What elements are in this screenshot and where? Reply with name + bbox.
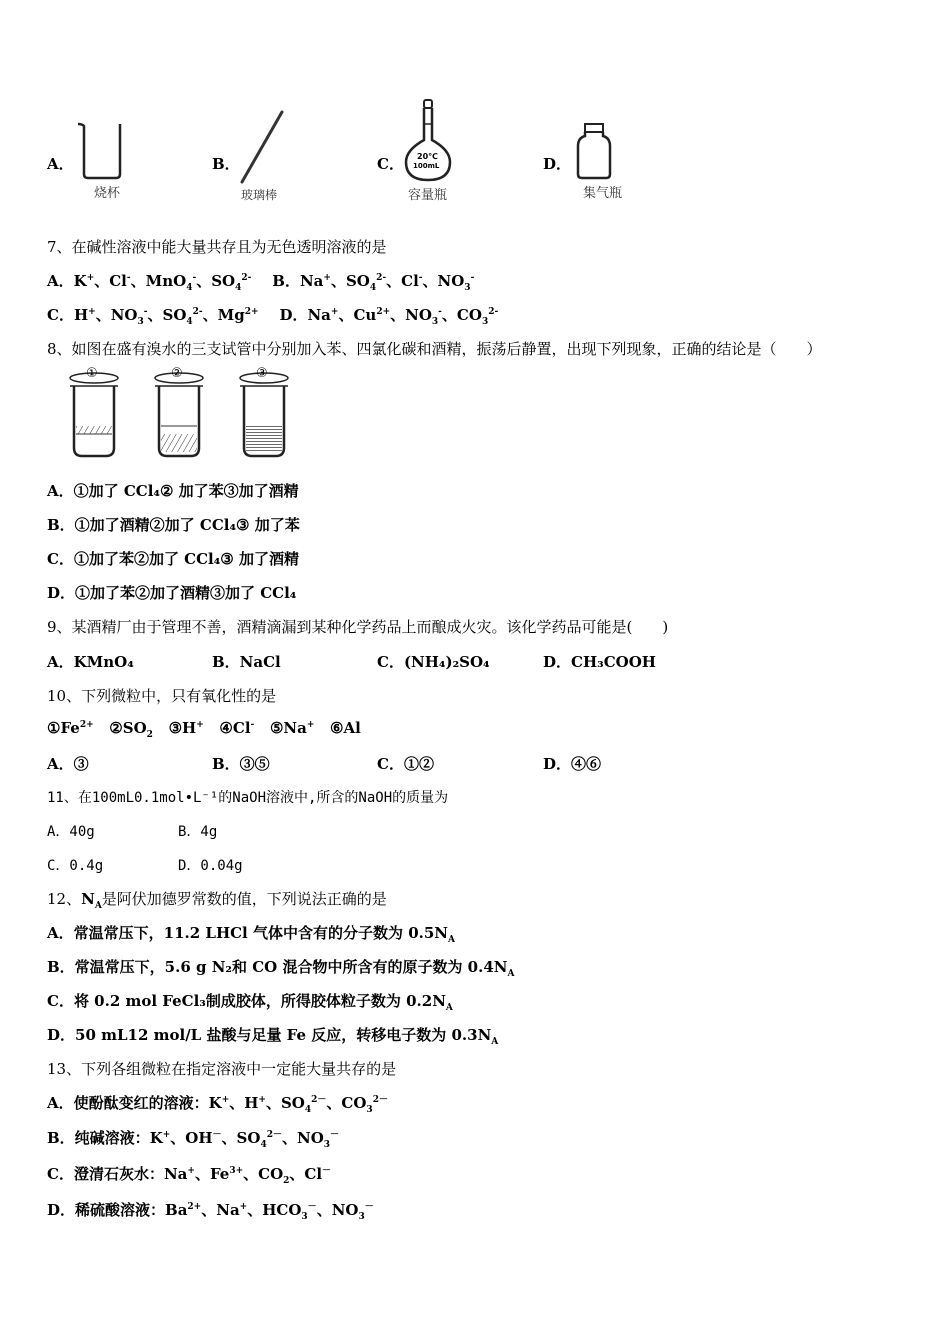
q13-a-prefix: A．使酚酞变红的溶液： [47, 1094, 209, 1112]
q10-particles: $①Fe^{2+}$ $②SO_2$ ③H+ ④Cl- ⑤Na+ ⑥Al [47, 719, 361, 740]
q13-d-prefix: D．稀硫酸溶液： [47, 1201, 166, 1219]
tube-label-1: ① [86, 366, 98, 381]
q7-c-label: C． [47, 306, 74, 324]
caption-glass-rod: 玻璃棒 [241, 188, 278, 202]
q13-option-a: A．使酚酞变红的溶液：K+、H+、$SO_4^{2-}$、$CO_3^{2-}$ [47, 1094, 388, 1115]
test-tubes-figure [64, 368, 300, 460]
caption-volumetric-flask: 容量瓶 [408, 188, 448, 203]
q13-option-b: B．纯碱溶液：K+、OH－、$SO_4^{2-}$、$NO_3^-$ [47, 1129, 340, 1150]
q11-option-b: B．4g [178, 824, 218, 840]
gas-jar-icon [574, 120, 614, 182]
tube-label-2: ② [171, 366, 183, 381]
q10-option-d: D．④⑥ [543, 755, 602, 773]
q12-option-b-text: B．常温常压下，5.6 g N₂和 CO 混合物中所含有的原子数为 0.4 [47, 958, 494, 976]
q13-c-prefix: C．澄清石灰水： [47, 1165, 164, 1183]
q7-b-label: B． [272, 272, 300, 290]
q11-option-a: A．40g [47, 824, 95, 840]
q12-option-a-text: A．常温常压下，11.2 LHCl 气体中含有的分子数为 0.5 [47, 924, 435, 942]
q12-option-c-text: C．将 0.2 mol FeCl₃制成胶体，所得胶体粒子数为 0.2 [47, 992, 433, 1010]
q10-stem: 10、下列微粒中，只有氧化性的是 [47, 687, 277, 705]
q7-d-label: D． [279, 306, 308, 324]
q8-option-c: C．①加了苯②加了 CCl₄③ 加了酒精 [47, 550, 299, 568]
q10-option-a: A．③ [47, 755, 89, 773]
glass-rod-icon [230, 108, 290, 188]
option-letter: B． [212, 155, 240, 173]
q12-option-b: B．常温常压下，5.6 g N₂和 CO 混合物中所含有的原子数为 $0.4N_A$ [47, 958, 515, 979]
q13-option-c: C．澄清石灰水：Na+、$Fe^{3+}$、$CO_2$、Cl－ [47, 1165, 332, 1186]
q13-b-prefix: B．纯碱溶液： [47, 1129, 150, 1147]
q8-option-b: B．①加了酒精②加了 CCl₄③ 加了苯 [47, 516, 300, 534]
q9-stem: 9、某酒精厂由于管理不善，酒精滴漏到某种化学药品上而酿成火灾。该化学药品可能是( ) [47, 618, 669, 636]
q11-stem: 11、在100mL0.1mol•L⁻¹的NaOH溶液中,所含的NaOH的质量为 [47, 790, 449, 806]
q11-option-d: D．0.04g [178, 858, 243, 874]
flask-text-volume: 100mL [413, 162, 440, 170]
caption-beaker: 烧杯 [94, 186, 121, 201]
q7-options-cd: C．H+、$NO_3^-$、$SO_4^{2-}$、$Mg^{2+}$ D．Na+、$Cu^{2+}$、$NO_3^-$、$CO_3^{2-}$ [47, 306, 499, 327]
q10-option-b: B．③⑤ [212, 755, 270, 773]
q8-option-d: D．①加了苯②加了酒精③加了 CCl₄ [47, 584, 297, 602]
q12-stem: 12、$N_A$是阿伏加德罗常数的值，下列说法正确的是 [47, 890, 387, 911]
q7-options-ab: A．K+、Cl-、MnO$_4$-、$SO_4^{2-}$ B．Na+、$SO_4^{2-}$、Cl-、$NO_3^-$ [47, 272, 475, 293]
q10-option-c: C．①② [377, 755, 434, 773]
caption-gas-jar: 集气瓶 [583, 186, 623, 201]
q9-option-b: B．NaCl [212, 653, 281, 671]
option-letter: C． [377, 155, 404, 173]
q13-option-d: D．稀硫酸溶液：$Ba^{2+}$、Na+、$HCO_3^-$、$NO_3^-$ [47, 1201, 374, 1222]
q11-option-c: C．0.4g [47, 858, 104, 874]
q9-option-c: C．(NH₄)₂SO₄ [377, 653, 490, 671]
q7-stem: 7、在碱性溶液中能大量共存且为无色透明溶液的是 [47, 238, 387, 256]
q9-option-d: D．CH₃COOH [543, 653, 656, 671]
option-letter: A． [47, 155, 74, 173]
tube-label-3: ③ [256, 366, 268, 381]
q12-option-d: D．50 mL12 mol/L 盐酸与足量 Fe 反应，转移电子数为 $0.3N_A$ [47, 1026, 499, 1047]
q12-option-c: C．将 0.2 mol FeCl₃制成胶体，所得胶体粒子数为 $0.2N_A$ [47, 992, 453, 1013]
q12-option-a: A．常温常压下，11.2 LHCl 气体中含有的分子数为 $0.5N_A$ [47, 924, 455, 945]
q12-stem-prefix: 12、 [47, 890, 82, 908]
q8-stem: 8、如图在盛有溴水的三支试管中分别加入苯、四氯化碳和酒精，振荡后静置，出现下列现象，正确的结论是（ ） [47, 340, 822, 358]
q9-option-a: A．KMnO₄ [47, 653, 134, 671]
q13-stem: 13、下列各组微粒在指定溶液中一定能大量共存的是 [47, 1060, 397, 1078]
q8-option-a: A．①加了 CCl₄② 加了苯③加了酒精 [47, 482, 299, 500]
option-letter: D． [543, 155, 572, 173]
flask-text-temp: 20℃ [417, 152, 438, 161]
q12-stem-suffix: 是阿伏加德罗常数的值，下列说法正确的是 [101, 890, 387, 908]
volumetric-flask-icon [400, 98, 456, 184]
q12-option-d-text: D．50 mL12 mol/L 盐酸与足量 Fe 反应，转移电子数为 0.3 [47, 1026, 478, 1044]
q7-a-label: A． [47, 272, 74, 290]
beaker-icon [76, 120, 126, 182]
